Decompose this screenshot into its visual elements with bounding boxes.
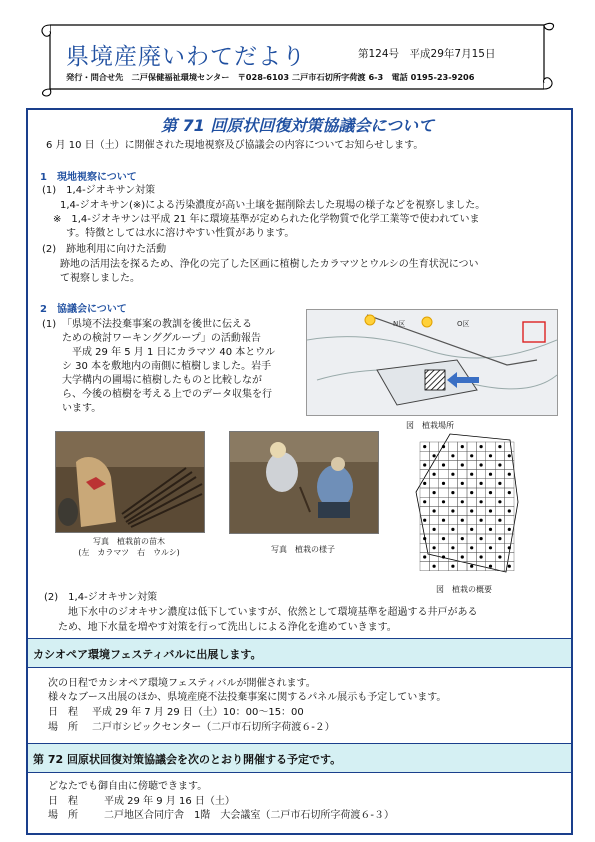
tree-marker: [498, 537, 501, 540]
issue-date: 第124号 平成29年7月15日: [358, 48, 496, 60]
grid-cell: [420, 525, 429, 534]
grid-cell: [486, 479, 495, 488]
tree-marker: [442, 463, 445, 466]
s1-item2-line2: て視察しました。: [60, 273, 140, 284]
photo1-caption1: 写真 植栽前の苗木: [93, 537, 165, 546]
tree-marker: [423, 463, 426, 466]
tree-marker: [451, 454, 454, 457]
planting-layout-diagram: [410, 432, 530, 577]
grid-cell: [505, 479, 514, 488]
tree-marker: [470, 491, 473, 494]
grid-cell: [486, 534, 495, 543]
grid-cell: [495, 562, 504, 571]
grid-cell: [486, 516, 495, 525]
festival-heading: カシオペア環境フェスティバルに出展します。: [33, 648, 262, 661]
s1-item2-line1: 跡地の活用法を探るため、浄化の完了した区画に植樹したカラマツとウルシの生育状況につい: [60, 259, 479, 270]
grid-cell: [458, 488, 467, 497]
grid-caption: 図 植栽の概要: [436, 585, 492, 594]
tree-marker: [461, 537, 464, 540]
tree-marker: [433, 473, 436, 476]
tree-marker: [508, 565, 511, 568]
grid-cell: [439, 525, 448, 534]
tree-marker: [423, 555, 426, 558]
grid-cell: [439, 470, 448, 479]
tree-marker: [480, 500, 483, 503]
tree-marker: [423, 482, 426, 485]
grid-cell: [467, 534, 476, 543]
meeting72-date-value: 平成 29 年 9 月 16 日（土）: [104, 796, 235, 807]
s2-item2-heading: (2) 1,4-ジオキサン対策: [44, 592, 158, 603]
tree-marker: [423, 537, 426, 540]
tree-marker: [442, 445, 445, 448]
grid-cell: [495, 506, 504, 515]
tree-marker: [461, 500, 464, 503]
photo2-caption: 写真 植栽の様子: [271, 545, 335, 554]
tree-marker: [480, 463, 483, 466]
grid-cell: [467, 460, 476, 469]
tree-marker: [489, 509, 492, 512]
tree-marker: [470, 454, 473, 457]
s2-item1-body4: ら、今後の植樹を考える上でのデータ収集を行: [62, 389, 272, 400]
meeting72-place-label: 場 所: [48, 810, 78, 821]
section2-heading: 2 協議会について: [40, 304, 127, 315]
grid-cell: [467, 442, 476, 451]
grid-cell: [458, 525, 467, 534]
tree-marker: [461, 463, 464, 466]
tree-marker: [423, 519, 426, 522]
grid-cell: [486, 552, 495, 561]
grid-cell: [486, 442, 495, 451]
festival-place-label: 場 所: [48, 722, 78, 733]
grid-cell: [505, 516, 514, 525]
tree-marker: [508, 454, 511, 457]
tree-marker: [451, 565, 454, 568]
map-label-n: N区: [393, 320, 406, 328]
tree-marker: [498, 463, 501, 466]
tree-marker: [480, 555, 483, 558]
grid-cell: [448, 460, 457, 469]
tree-marker: [470, 565, 473, 568]
grid-cell: [458, 543, 467, 552]
grid-cell: [439, 451, 448, 460]
grid-cell: [495, 488, 504, 497]
grid-cell: [495, 543, 504, 552]
tree-marker: [498, 482, 501, 485]
s2-item1-line1: 「県境不法投棄事案の教訓を後世に伝える: [62, 319, 252, 330]
s1-note-line1: ※ 1,4-ジオキサンは平成 21 年に環境基準が定められた化学物質で化学工業等で使われていま: [53, 214, 480, 225]
grid-cell: [439, 488, 448, 497]
grid-cell: [448, 442, 457, 451]
tree-marker: [508, 509, 511, 512]
grid-cell: [495, 451, 504, 460]
tree-marker: [480, 445, 483, 448]
tree-marker: [480, 519, 483, 522]
s2-item1-body3: 大学構内の圃場に植樹したものと比較しなが: [62, 375, 262, 386]
tree-marker: [480, 537, 483, 540]
tree-marker: [433, 454, 436, 457]
tree-marker: [498, 519, 501, 522]
tree-marker: [470, 509, 473, 512]
tree-marker: [498, 445, 501, 448]
s2-item1-label: (1): [42, 319, 57, 330]
s2-item1-body2: シ 30 本を敷地内の南側に植樹しました。岩手: [62, 361, 272, 372]
grid-cell: [467, 552, 476, 561]
tree-marker: [451, 528, 454, 531]
grid-cell: [429, 534, 438, 543]
s1-item1-body: 1,4-ジオキサン(※)による汚染濃度が高い土壌を掘削除去した現場の様子などを視察しました。: [60, 200, 486, 211]
tree-marker: [433, 528, 436, 531]
tree-marker: [433, 565, 436, 568]
grid-cell: [476, 451, 485, 460]
s2-item2-line1: 地下水中のジオキサン濃度は低下していますが、依然として環境基準を超過する井戸がある: [68, 607, 478, 618]
tree-marker: [470, 546, 473, 549]
s2-item1-line2: ための検討ワーキンググループ」の活動報告: [62, 333, 261, 344]
tree-marker: [489, 546, 492, 549]
tree-marker: [451, 546, 454, 549]
tree-marker: [442, 519, 445, 522]
grid-cell: [476, 470, 485, 479]
grid-cell: [505, 497, 514, 506]
tree-marker: [508, 528, 511, 531]
tree-marker: [433, 546, 436, 549]
tree-marker: [508, 546, 511, 549]
planting-site-map: [306, 309, 558, 416]
grid-cell: [458, 506, 467, 515]
tree-marker: [470, 528, 473, 531]
grid-cell: [495, 470, 504, 479]
tree-marker: [451, 491, 454, 494]
article-intro: 6 月 10 日（土）に開催された現地視察及び協議会の内容についてお知らせします。: [46, 140, 424, 151]
grid-cell: [458, 451, 467, 460]
grid-cell: [467, 516, 476, 525]
grid-cell: [495, 525, 504, 534]
grid-cell: [486, 497, 495, 506]
tree-marker: [480, 482, 483, 485]
section1-heading: 1 現地視察について: [40, 172, 137, 183]
grid-cell: [420, 506, 429, 515]
tree-marker: [433, 509, 436, 512]
tree-marker: [451, 509, 454, 512]
grid-cell: [467, 497, 476, 506]
meeting72-line1: どなたでも御自由に傍聴できます。: [48, 781, 208, 792]
grid-cell: [476, 506, 485, 515]
s2-item2-line2: ため、地下水量を増やす対策を行って洗出しによる浄化を進めていきます。: [58, 622, 397, 633]
festival-line2: 様々なブース出展のほか、県境産廃不法投棄事案に関するパネル展示も予定しています。: [48, 692, 447, 703]
grid-cell: [476, 543, 485, 552]
meeting72-place-value: 二戸地区合同庁舎 1階 大会議室（二戸市石切所字荷渡６-３）: [104, 810, 394, 821]
tree-marker: [423, 445, 426, 448]
grid-cell: [448, 479, 457, 488]
grid-cell: [429, 552, 438, 561]
grid-cell: [439, 506, 448, 515]
grid-cell: [429, 442, 438, 451]
tree-marker: [423, 500, 426, 503]
tree-marker: [461, 445, 464, 448]
grid-cell: [420, 488, 429, 497]
tree-marker: [489, 565, 492, 568]
s2-item1-body5: います。: [62, 403, 102, 414]
tree-marker: [508, 473, 511, 476]
grid-cell: [420, 562, 429, 571]
grid-cell: [439, 562, 448, 571]
tree-marker: [461, 519, 464, 522]
grid-cell: [448, 516, 457, 525]
tree-marker: [470, 473, 473, 476]
newsletter-title: 県境産廃いわてだより: [66, 44, 306, 70]
s1-item1-heading: (1) 1,4-ジオキサン対策: [42, 185, 156, 196]
grid-cell: [420, 543, 429, 552]
seedlings-photo: [55, 431, 205, 533]
s2-item1-body1: 平成 29 年 5 月 1 日にカラマツ 40 本とウル: [72, 347, 276, 358]
photo1-caption2: (左 カラマツ 右 ウルシ): [78, 548, 180, 557]
publisher-info: 発行・問合せ先 二戸保健福祉環境センター 〒028-6103 二戸市石切所字荷渡 6-3 電話 0195-23-9206: [66, 72, 475, 82]
grid-cell: [486, 460, 495, 469]
tree-marker: [489, 491, 492, 494]
meeting72-date-label: 日 程: [48, 796, 78, 807]
article-title: 第 71 回原状回復対策協議会について: [160, 116, 435, 135]
tree-marker: [489, 528, 492, 531]
grid-cell: [420, 451, 429, 460]
tree-marker: [442, 537, 445, 540]
tree-marker: [498, 555, 501, 558]
grid-cell: [448, 534, 457, 543]
tree-marker: [461, 555, 464, 558]
festival-line1: 次の日程でカシオペア環境フェスティバルが開催されます。: [48, 678, 316, 689]
grid-cell: [476, 525, 485, 534]
grid-cell: [429, 479, 438, 488]
map-label-o: O区: [457, 320, 470, 328]
grid-cell: [429, 516, 438, 525]
tree-marker: [442, 482, 445, 485]
s1-item2-heading: (2) 跡地利用に向けた活動: [42, 244, 167, 255]
festival-place-value: 二戸市シビックセンター（二戸市石切所字荷渡６-２）: [92, 722, 335, 733]
tree-marker: [461, 482, 464, 485]
grid-cell: [448, 497, 457, 506]
festival-date-label: 日 程: [48, 707, 78, 718]
s1-note-line2: す。特徴としては水に溶けやすい性質があります。: [66, 228, 295, 239]
tree-marker: [508, 491, 511, 494]
map-caption: 図 植栽場所: [406, 421, 454, 430]
planting-photo: [229, 431, 379, 534]
tree-marker: [442, 555, 445, 558]
grid-cell: [439, 543, 448, 552]
tree-marker: [433, 491, 436, 494]
grid-cell: [467, 479, 476, 488]
grid-cell: [476, 488, 485, 497]
tree-marker: [489, 473, 492, 476]
tree-marker: [498, 500, 501, 503]
grid-cell: [505, 442, 514, 451]
grid-cell: [458, 470, 467, 479]
meeting72-heading: 第 72 回原状回復対策協議会を次のとおり開催する予定です。: [33, 753, 342, 766]
grid-cell: [429, 497, 438, 506]
tree-marker: [489, 454, 492, 457]
tree-marker: [451, 473, 454, 476]
festival-date-value: 平成 29 年 7 月 29 日（土）10：00～15：00: [92, 707, 304, 718]
tree-marker: [442, 500, 445, 503]
